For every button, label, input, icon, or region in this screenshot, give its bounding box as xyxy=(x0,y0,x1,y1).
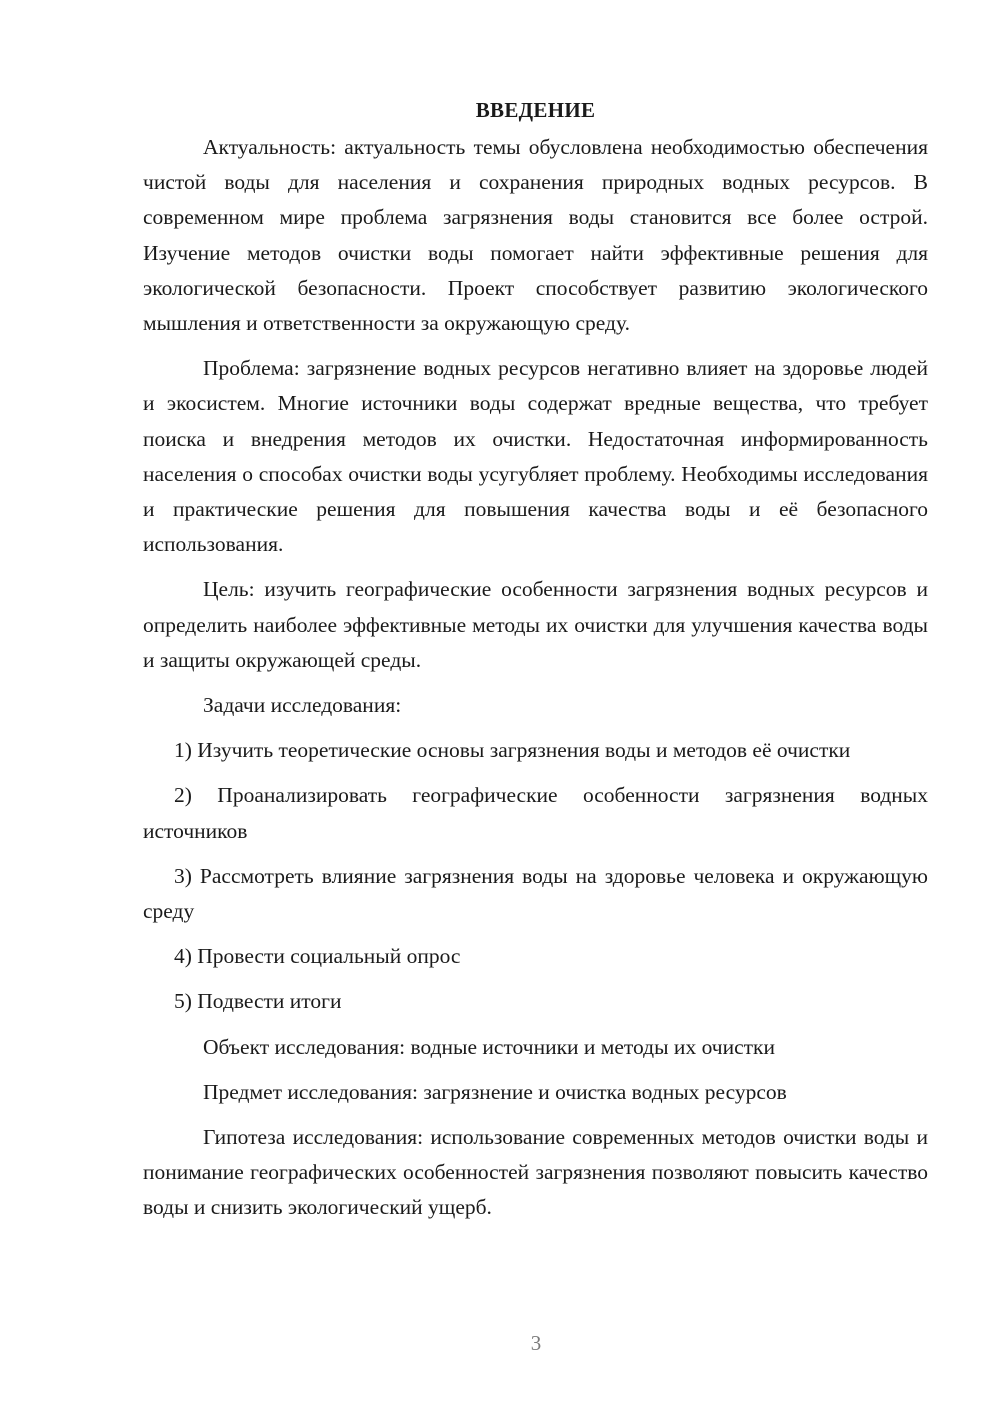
relevance-paragraph: Актуальность: актуальность темы обусловлена необходимостью обеспечения чистой воды для населения и сохранения природных водных ресурсов. В современном мире проблема загрязнения воды становится все более острой. Изучение методов очистки воды помогает найти эффективные решения для экологической безопасности. Проект способствует развитию экологического мышления и ответственности за окружающую среду. xyxy=(143,135,928,336)
tasks-heading: Задачи исследования: xyxy=(203,693,402,718)
page-content xyxy=(143,93,928,1236)
task-item-4: 4) Провести социальный опрос xyxy=(174,944,461,969)
task-item-5: 5) Подвести итоги xyxy=(174,989,342,1014)
research-subject: Предмет исследования: загрязнение и очистка водных ресурсов xyxy=(203,1079,787,1104)
task-item-1: 1) Изучить теоретические основы загрязнения воды и методов её очистки xyxy=(174,738,851,763)
page-number: 3 xyxy=(530,1331,542,1355)
section-title: ВВЕДЕНИЕ xyxy=(475,98,596,122)
problem-paragraph: Проблема: загрязнение водных ресурсов негативно влияет на здоровье людей и экосистем. Многие источники воды содержат вредные вещества, что требует поиска и внедрения методов их очистки. Недостаточная информированность населения о способах очистки воды усугубляет проблему. Необходимы исследования и практические решения для повышения качества воды и её безопасного использования. xyxy=(143,356,928,557)
task-item-3: 3) Рассмотреть влияние загрязнения воды на здоровье человека и окружающую среду xyxy=(143,863,928,924)
hypothesis-paragraph: Гипотеза исследования: использование современных методов очистки воды и понимание географических особенностей загрязнения позволяют повысить качество воды и снизить экологический ущерб. xyxy=(143,1125,928,1220)
goal-paragraph: Цель: изучить географические особенности загрязнения водных ресурсов и определить наиболее эффективные методы их очистки для улучшения качества воды и защиты окружающей среды. xyxy=(143,577,928,672)
task-item-2: 2) Проанализировать географические особенности загрязнения водных источников xyxy=(143,783,928,843)
research-object: Объект исследования: водные источники и методы их очистки xyxy=(203,1034,775,1059)
